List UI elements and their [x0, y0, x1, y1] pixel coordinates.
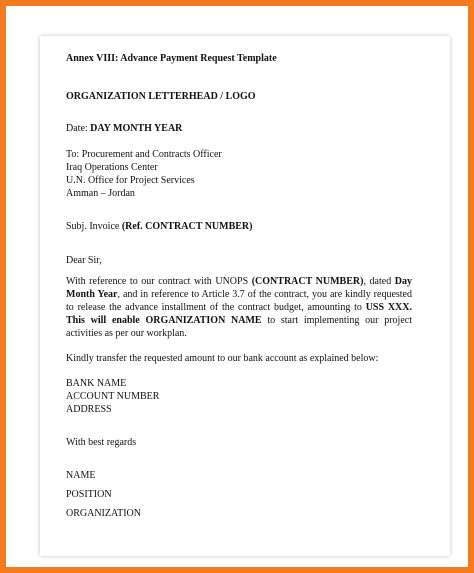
- address-line: To: Procurement and Contracts Officer: [66, 149, 222, 160]
- transfer-instruction: Kindly transfer the requested amount to our bank account as explained below:: [66, 353, 379, 364]
- bank-line: ADDRESS: [66, 404, 112, 415]
- letterhead-placeholder: ORGANIZATION LETTERHEAD / LOGO: [66, 91, 256, 102]
- signature-position: POSITION: [66, 489, 112, 500]
- body-paragraph: [66, 275, 412, 340]
- date-label: Date:: [66, 123, 91, 134]
- signature-organization: ORGANIZATION: [66, 508, 141, 519]
- letter-content: [66, 52, 412, 526]
- bank-details: [66, 377, 412, 416]
- body-text: With reference to our contract with UNOPS: [66, 276, 252, 287]
- address-line: Iraq Operations Center: [66, 162, 158, 173]
- salutation: Dear Sir,: [66, 255, 102, 266]
- contract-number: (CONTRACT NUMBER): [251, 276, 364, 287]
- subject-reference: (Ref. CONTRACT NUMBER): [121, 221, 253, 232]
- closing: With best regards: [66, 437, 137, 448]
- bank-line: BANK NAME: [66, 378, 127, 389]
- body-text: , and in reference to Article 3.7 of the contract, you are kindly requested to release the advance installment of the contract budget, amounting to: [66, 289, 413, 313]
- date-value: DAY MONTH YEAR: [90, 123, 183, 134]
- recipient-address: [66, 148, 412, 200]
- amount-and-organization: USS XXX. This will enable ORGANIZATION NAME: [66, 302, 412, 326]
- address-line: U.N. Office for Project Services: [66, 175, 195, 186]
- body-text: to start implementing our project activities as per our workplan.: [66, 315, 412, 339]
- date-line: [66, 122, 412, 135]
- body-text: , dated: [363, 276, 395, 287]
- subject-line: [66, 220, 412, 233]
- signature-name: NAME: [66, 470, 96, 481]
- annex-heading: Annex VIII: Advance Payment Request Template: [66, 53, 277, 64]
- contract-date: Day Month Year: [66, 276, 413, 300]
- subject-prefix: Subj. Invoice: [66, 221, 122, 232]
- signature-block: [66, 469, 412, 520]
- address-line: Amman – Jordan: [66, 188, 135, 199]
- bank-line: ACCOUNT NUMBER: [66, 391, 160, 402]
